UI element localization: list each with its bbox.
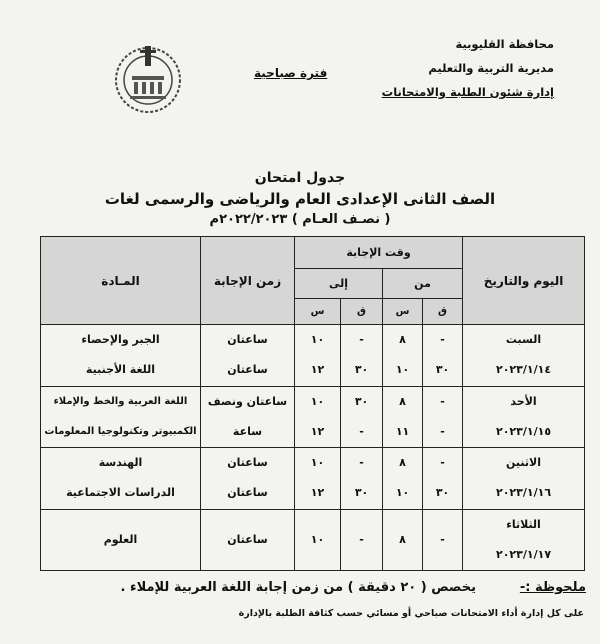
ministry-emblem-icon [112, 42, 184, 114]
day-name: الاثنين [506, 456, 542, 470]
from-hour: ٨ [399, 333, 406, 347]
from-hour: ٨ [399, 394, 406, 408]
header-answer-time: وقت الإجابة [295, 237, 463, 269]
directorate-name: مديرية التربية والتعليم [428, 61, 554, 75]
table-row [41, 325, 585, 387]
subject: العلوم [41, 509, 201, 571]
header-to: إلى [295, 269, 383, 299]
from-minute: ٣٠ [435, 363, 450, 377]
duration: ساعتان [227, 363, 268, 377]
header-subject: المـادة [41, 237, 201, 325]
subject: اللغة العربية والخط والإملاء [53, 395, 188, 407]
header-from-minute: ق [423, 299, 463, 325]
exam-date: ٢٠٢٣/١/١٦ [496, 486, 552, 500]
exam-date: ٢٠٢٣/١/١٤ [496, 363, 552, 377]
governorate-name: محافظة القليوبية [455, 37, 554, 51]
to-minute: - [341, 509, 383, 571]
from-hour: ٨ [399, 456, 406, 470]
subject: الجبر والإحصاء [81, 333, 160, 347]
from-minute: ٣٠ [435, 486, 450, 500]
grade-title: الصف الثانى الإعدادى العام والرياضى والرسمى لغات [104, 190, 496, 208]
to-minute: - [359, 333, 364, 347]
to-minute: ٣٠ [354, 363, 369, 377]
header-from-hour: س [383, 299, 423, 325]
subject: اللغة الأجنبية [85, 363, 156, 377]
from-hour: ١٠ [395, 486, 410, 500]
duration: ساعتان [227, 333, 268, 347]
exam-date: ٢٠٢٣/١/١٧ [496, 547, 552, 561]
to-minute: ٣٠ [354, 394, 369, 408]
from-hour: ١١ [395, 424, 410, 438]
from-minute: - [440, 424, 445, 438]
from-minute: - [423, 509, 463, 571]
header-to-hour: س [295, 299, 341, 325]
from-hour: ٨ [383, 509, 423, 571]
to-minute: - [359, 424, 364, 438]
department-name: إدارة شئون الطلبة والامتحانات [381, 85, 554, 99]
table-row [41, 509, 585, 571]
subject: الهندسة [98, 456, 143, 470]
header-to-minute: ق [341, 299, 383, 325]
header-from: من [383, 269, 463, 299]
shift-label: فترة صباحية [254, 66, 328, 80]
header-duration: زمن الإجابة [201, 237, 295, 325]
note-label: ملحوظة :- [519, 580, 586, 595]
from-minute: - [440, 333, 445, 347]
to-hour: ١٠ [310, 456, 325, 470]
to-hour: ١٠ [310, 333, 325, 347]
duration: ساعتان [227, 456, 268, 470]
day-name: الثلاثاء [506, 517, 541, 531]
to-hour: ١٠ [310, 394, 325, 408]
schedule-title: جدول امتحان [254, 170, 346, 186]
term-title: ( نصـف العـام ) ٢٠٢٢/٢٠٢٣م [209, 212, 391, 227]
footer-instruction: على كل إدارة أداء الامتحانات صباحي أو مسائي حسب كثافة الطلبة بالإدارة [238, 608, 584, 619]
to-hour: ١٢ [310, 486, 325, 500]
to-hour: ١٢ [310, 363, 325, 377]
header-day-date: اليوم والتاريخ [463, 237, 585, 325]
to-minute: ٣٠ [354, 486, 369, 500]
subject: الدراسات الاجتماعية [66, 486, 175, 500]
duration: ساعة [232, 424, 263, 438]
organization-block [364, 36, 554, 108]
duration: ساعتان [201, 509, 295, 571]
duration: ساعتان ونصف [207, 394, 288, 408]
schedule-titles [0, 170, 600, 227]
from-minute: - [440, 456, 445, 470]
to-minute: - [359, 456, 364, 470]
from-minute: - [440, 394, 445, 408]
duration: ساعتان [227, 486, 268, 500]
note-text: يخصص ( ٢٠ دقيقة ) من زمن إجابة اللغة العربية للإملاء . [120, 580, 476, 595]
to-hour: ١٢ [310, 424, 325, 438]
day-name: السبت [505, 333, 542, 347]
to-hour: ١٠ [295, 509, 341, 571]
schedule-table [40, 236, 585, 571]
day-name: الأحد [510, 394, 537, 408]
table-row [41, 448, 585, 510]
from-hour: ١٠ [395, 363, 410, 377]
table-row [41, 386, 585, 448]
exam-date: ٢٠٢٣/١/١٥ [496, 424, 552, 438]
subject: الكمبيوتر وتكنولوجيا المعلومات [44, 425, 197, 437]
